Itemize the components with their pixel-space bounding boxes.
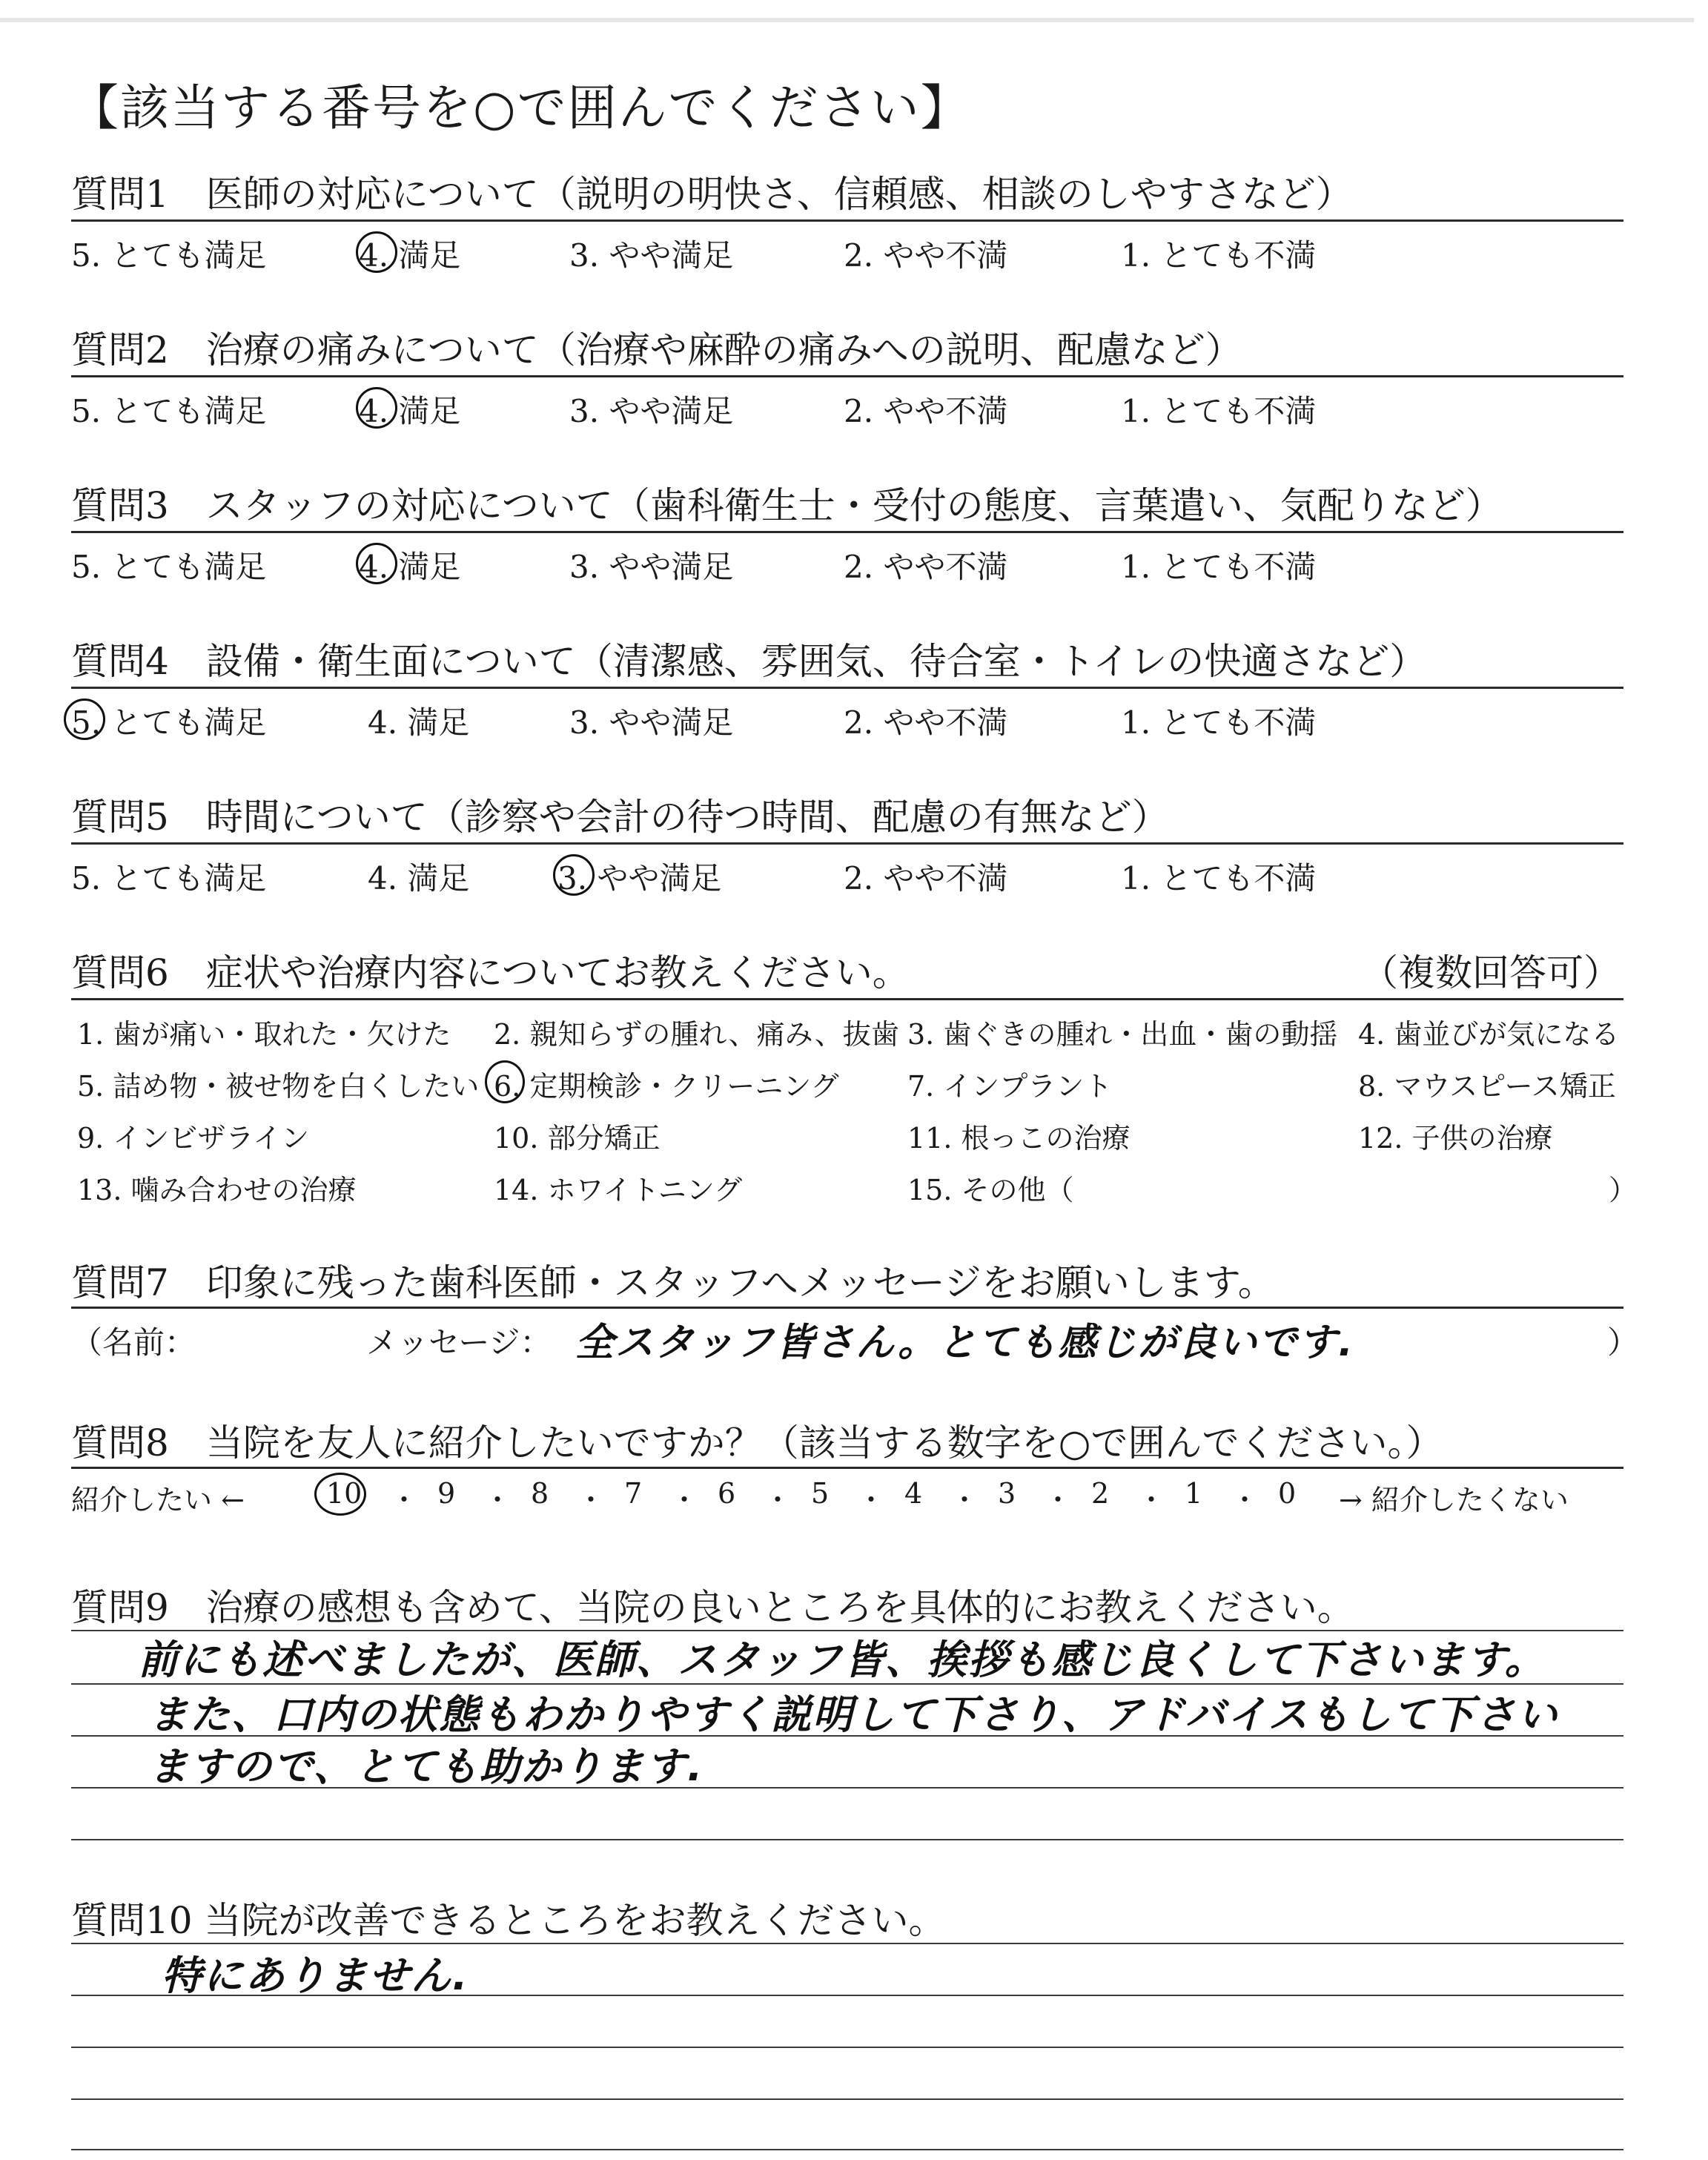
question-1-rule — [71, 219, 1623, 222]
q2-selection-circle — [356, 387, 397, 429]
q3-option-1[interactable]: 1. とても不満 — [1121, 549, 1317, 585]
q8-score-6[interactable]: 6 — [718, 1477, 736, 1510]
q2-option-5[interactable]: 5. とても満足 — [71, 393, 267, 429]
q1-option-5[interactable]: 5. とても満足 — [71, 237, 267, 274]
q8-score-8[interactable]: 8 — [531, 1477, 549, 1510]
q10-line-rule — [71, 2149, 1623, 2150]
q8-dot: ・ — [390, 1484, 419, 1516]
q2-option-2[interactable]: 2. やや不満 — [844, 393, 1008, 429]
q8-right-label: → 紹介したくない — [1339, 1484, 1569, 1516]
q5-option-4[interactable]: 4. 満足 — [368, 860, 470, 896]
q6-option-10[interactable]: 10. 部分矯正 — [494, 1122, 661, 1155]
question-6-title: 質問6 症状や治療内容についてお教えください。 — [71, 951, 910, 994]
q4-option-3[interactable]: 3. やや満足 — [569, 704, 734, 741]
q6-option-12[interactable]: 12. 子供の治療 — [1358, 1122, 1553, 1155]
q8-score-7[interactable]: 7 — [624, 1477, 643, 1510]
question-7-rule — [71, 1307, 1623, 1309]
question-4-title: 質問4 設備・衛生面について（清潔感、雰囲気、待合室・トイレの快適さなど） — [71, 640, 1427, 683]
q6-option-7[interactable]: 7. インプラント — [907, 1070, 1113, 1103]
question-5-title: 質問5 時間について（診察や会計の待つ時間、配慮の有無など） — [71, 796, 1169, 839]
q5-option-2[interactable]: 2. やや不満 — [844, 860, 1008, 896]
scan-top-edge — [0, 18, 1694, 22]
q6-option-6[interactable]: 6. 定期検診・クリーニング — [494, 1070, 839, 1103]
q3-option-5[interactable]: 5. とても満足 — [71, 549, 267, 585]
q8-dot: ・ — [764, 1484, 792, 1516]
question-6-note: （複数回答可） — [1361, 951, 1621, 994]
q1-option-2[interactable]: 2. やや不満 — [844, 237, 1008, 274]
q8-score-0[interactable]: 0 — [1278, 1477, 1297, 1510]
q8-dot: ・ — [577, 1484, 606, 1516]
q6-option-2[interactable]: 2. 親知らずの腫れ、痛み、抜歯 — [494, 1018, 899, 1051]
question-6-rule — [71, 998, 1623, 1000]
q8-score-10[interactable]: 10 — [326, 1477, 363, 1510]
q7-message-label: メッセージ： — [366, 1324, 552, 1361]
q8-dot: ・ — [483, 1484, 512, 1516]
q9-answer-line-3: ますので、とても助かります. — [148, 1743, 704, 1790]
q6-option-9[interactable]: 9. インビザライン — [77, 1122, 310, 1155]
q6-other-close-paren: ） — [1609, 1174, 1638, 1206]
question-10-title: 質問10 当院が改善できるところをお教えください。 — [71, 1899, 946, 1942]
q1-option-4[interactable]: 4. 満足 — [359, 237, 461, 274]
q2-option-4[interactable]: 4. 満足 — [359, 393, 461, 429]
q2-option-3[interactable]: 3. やや満足 — [569, 393, 734, 429]
q3-selection-circle — [356, 543, 397, 584]
q8-score-1[interactable]: 1 — [1185, 1477, 1203, 1510]
q5-selection-circle — [553, 854, 595, 896]
q4-option-5[interactable]: 5. とても満足 — [71, 704, 267, 741]
q7-message-handwritten: 全スタッフ皆さん。とても感じが良いです. — [575, 1321, 1354, 1365]
q3-option-3[interactable]: 3. やや満足 — [569, 549, 734, 585]
q10-line-rule — [71, 2098, 1623, 2100]
form-header: 【該当する番号を○で囲んでください】 — [70, 79, 971, 136]
question-7-title: 質問7 印象に残った歯科医師・スタッフへメッセージをお願いします。 — [71, 1261, 1275, 1304]
q4-selection-circle — [64, 698, 105, 740]
question-5-rule — [71, 842, 1623, 845]
question-9-title: 質問9 治療の感想も含めて、当院の良いところを具体的にお教えください。 — [71, 1586, 1354, 1629]
q6-option-8[interactable]: 8. マウスピース矯正 — [1358, 1070, 1616, 1103]
q8-dot: ・ — [1137, 1484, 1166, 1516]
q8-dot: ・ — [1231, 1484, 1260, 1516]
q2-option-1[interactable]: 1. とても不満 — [1121, 393, 1317, 429]
q8-score-5[interactable]: 5 — [811, 1477, 830, 1510]
q8-dot: ・ — [950, 1484, 979, 1516]
question-8-title: 質問8 当院を友人に紹介したいですか？（該当する数字を○で囲んでください。） — [71, 1421, 1443, 1464]
question-3-title: 質問3 スタッフの対応について（歯科衛生士・受付の態度、言葉遣い、気配りなど） — [71, 484, 1503, 527]
question-2-title: 質問2 治療の痛みについて（治療や麻酔の痛みへの説明、配慮など） — [71, 328, 1242, 371]
q1-option-3[interactable]: 3. やや満足 — [569, 237, 734, 274]
q10-answer: 特にありません. — [162, 1952, 469, 1999]
question-4-rule — [71, 687, 1623, 689]
q5-option-3[interactable]: 3. やや満足 — [557, 860, 722, 896]
q4-option-4[interactable]: 4. 満足 — [368, 704, 470, 741]
q6-option-1[interactable]: 1. 歯が痛い・取れた・欠けた — [77, 1018, 451, 1051]
q8-score-3[interactable]: 3 — [998, 1477, 1016, 1510]
q9-line-rule — [71, 1839, 1623, 1840]
q3-option-4[interactable]: 4. 満足 — [359, 549, 461, 585]
q6-option-4[interactable]: 4. 歯並びが気になる — [1358, 1018, 1620, 1051]
q8-score-9[interactable]: 9 — [437, 1477, 456, 1510]
q7-name-label: （名前： — [71, 1324, 196, 1361]
q6-option-3[interactable]: 3. 歯ぐきの腫れ・出血・歯の動揺 — [907, 1018, 1338, 1051]
q6-selection-circle — [485, 1060, 525, 1103]
q6-option-14[interactable]: 14. ホワイトニング — [494, 1174, 743, 1206]
q10-line-rule — [71, 2047, 1623, 2048]
q5-option-5[interactable]: 5. とても満足 — [71, 860, 267, 896]
q9-answer-line-2: また、口内の状態もわかりやすく説明して下さり、アドバイスもして下さい — [148, 1691, 1559, 1738]
q6-option-5[interactable]: 5. 詰め物・被せ物を白くしたい — [77, 1070, 480, 1103]
q5-option-1[interactable]: 1. とても不満 — [1121, 860, 1317, 896]
question-2-rule — [71, 375, 1623, 377]
q8-score-4[interactable]: 4 — [904, 1477, 923, 1510]
q4-option-1[interactable]: 1. とても不満 — [1121, 704, 1317, 741]
q9-answer-line-1: 前にも述べましたが、医師、スタッフ皆、挨拶も感じ良くして下さいます。 — [138, 1636, 1546, 1683]
q6-option-11[interactable]: 11. 根っこの治療 — [907, 1122, 1131, 1155]
q8-dot: ・ — [857, 1484, 886, 1516]
q7-close-paren: ） — [1607, 1324, 1639, 1361]
q3-option-2[interactable]: 2. やや不満 — [844, 549, 1008, 585]
q1-selection-circle — [356, 231, 397, 273]
q6-option-15[interactable]: 15. その他（ — [907, 1174, 1074, 1206]
q6-option-13[interactable]: 13. 噛み合わせの治療 — [77, 1174, 357, 1206]
q4-option-2[interactable]: 2. やや不満 — [844, 704, 1008, 741]
q1-option-1[interactable]: 1. とても不満 — [1121, 237, 1317, 274]
q8-dot: ・ — [1044, 1484, 1073, 1516]
question-1-title: 質問1 医師の対応について（説明の明快さ、信頼感、相談のしやすさなど） — [71, 173, 1353, 216]
q8-left-label: 紹介したい ← — [71, 1484, 245, 1516]
q8-score-2[interactable]: 2 — [1091, 1477, 1110, 1510]
q8-dot: ・ — [670, 1484, 699, 1516]
question-3-rule — [71, 531, 1623, 533]
question-8-rule — [71, 1467, 1623, 1469]
